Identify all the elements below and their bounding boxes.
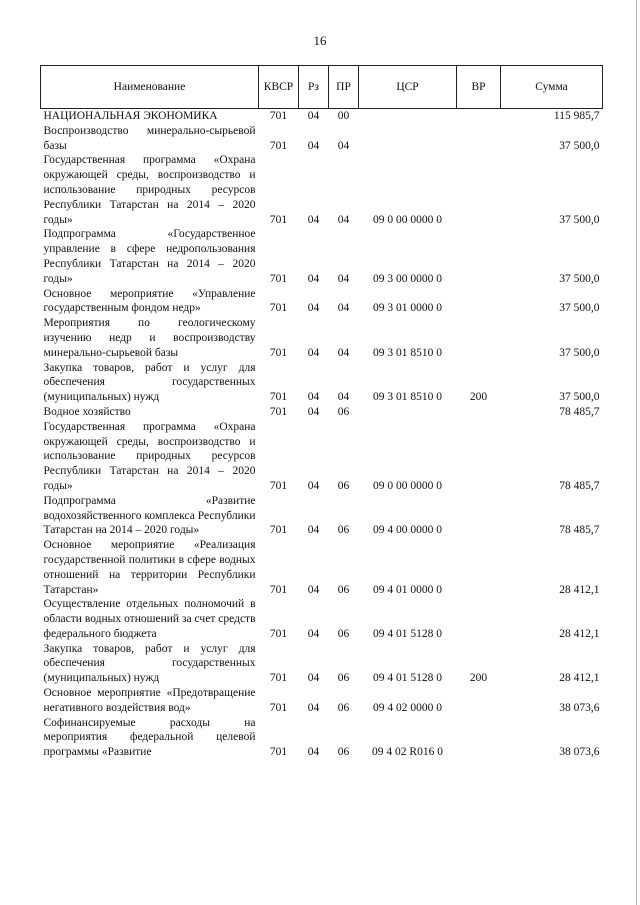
table-row [41, 405, 603, 420]
header-vr: ВР [457, 66, 501, 109]
cell-pr: 06 [337, 746, 350, 759]
table-row [41, 287, 603, 317]
cell-csr: 09 4 00 0000 0 [373, 524, 442, 537]
table-row [41, 494, 603, 538]
cell-csr: 09 3 01 8510 0 [373, 391, 442, 404]
cell-name: НАЦИОНАЛЬНАЯ ЭКОНОМИКА [41, 109, 259, 124]
page-number: 16 [313, 33, 327, 48]
table-row [41, 109, 603, 124]
cell-kvsr: 701 [269, 302, 288, 315]
cell-rz: 04 [307, 391, 320, 404]
cell-sum: 37 500,0 [559, 139, 600, 152]
cell-pr: 06 [337, 583, 350, 596]
cell-sum: 78 485,7 [559, 524, 600, 537]
cell-kvsr: 701 [269, 139, 288, 152]
cell-rz: 04 [307, 627, 320, 640]
cell-sum: 37 500,0 [559, 391, 600, 404]
cell-name: Основное мероприятие «Предотвращение негативного воздействия вод» [43, 687, 256, 714]
cell-rz: 04 [307, 302, 320, 315]
cell-kvsr: 701 [269, 405, 288, 418]
cell-csr [359, 405, 457, 420]
cell-rz: 04 [299, 109, 329, 124]
cell-kvsr: 701 [269, 627, 288, 640]
cell-csr: 09 4 01 5128 0 [373, 672, 442, 685]
cell-csr: 09 4 02 R016 0 [372, 746, 443, 759]
cell-pr: 06 [337, 479, 350, 492]
cell-vr [457, 153, 501, 227]
cell-name: Осуществление отдельных полномочий в области водных отношений за счет средств федерального бюджета [43, 598, 256, 640]
cell-pr: 06 [337, 672, 350, 685]
header-kvsr: КВСР [259, 66, 299, 109]
header-name: Наименование [41, 66, 259, 109]
scan-edge-line [636, 0, 637, 905]
cell-name: Водное хозяйство [43, 405, 131, 418]
table-row [41, 538, 603, 597]
table-row [41, 597, 603, 641]
cell-name: Мероприятия по геологическому изучению недр и воспроизводству минерально-сырьевой базы [43, 317, 256, 359]
cell-vr [457, 287, 501, 317]
cell-sum: 78 485,7 [559, 479, 600, 492]
cell-sum: 28 412,1 [559, 672, 600, 685]
cell-rz: 04 [307, 524, 320, 537]
cell-csr: 09 3 01 8510 0 [373, 346, 442, 359]
cell-name: Закупка товаров, работ и услуг для обеспечения государственных (муниципальных) нужд [43, 361, 256, 404]
cell-csr: 09 4 01 0000 0 [373, 583, 442, 596]
cell-kvsr: 701 [269, 391, 288, 404]
header-rz: Рз [299, 66, 329, 109]
cell-csr: 09 3 01 0000 0 [373, 302, 442, 315]
cell-kvsr: 701 [269, 701, 288, 714]
cell-pr: 06 [337, 405, 350, 418]
cell-rz: 04 [307, 272, 320, 285]
cell-pr: 04 [337, 139, 350, 152]
cell-rz: 04 [307, 479, 320, 492]
cell-sum: 78 485,7 [559, 405, 600, 418]
cell-kvsr: 701 [269, 524, 288, 537]
cell-kvsr: 701 [269, 746, 288, 759]
table-row [41, 316, 603, 360]
cell-vr [457, 124, 501, 154]
cell-vr [457, 316, 501, 360]
cell-name: Государственная программа «Охрана окружающей среды, воспроизводство и использование природных ресурсов Республики Татарстан на 2014 – 2020 годы» [43, 154, 256, 226]
cell-name: Основное мероприятие «Управление государственным фондом недр» [43, 287, 256, 315]
cell-csr [359, 109, 457, 124]
cell-pr: 04 [337, 302, 350, 315]
cell-sum: 28 412,1 [559, 627, 600, 640]
cell-rz: 04 [307, 405, 320, 418]
cell-name: Подпрограмма «Государственное управление в сфере недропользования Республики Татарстан на 2014 – 2020 годы» [43, 228, 256, 285]
cell-csr: 09 4 01 5128 0 [373, 627, 442, 640]
cell-kvsr: 701 [259, 109, 299, 124]
cell-sum: 28 412,1 [559, 583, 600, 596]
cell-kvsr: 701 [269, 346, 288, 359]
cell-kvsr: 701 [269, 583, 288, 596]
cell-vr [457, 597, 501, 641]
table-row [41, 642, 603, 686]
cell-name: Подпрограмма «Развитие водохозяйственного комплекса Республики Татарстан на 2014 – 2020 годы» [43, 494, 256, 537]
cell-sum: 37 500,0 [559, 213, 600, 226]
cell-rz: 04 [307, 701, 320, 714]
table-row [41, 124, 603, 154]
cell-csr: 09 0 00 0000 0 [373, 479, 442, 492]
cell-kvsr: 701 [269, 213, 288, 226]
cell-csr: 09 4 02 0000 0 [373, 701, 442, 714]
cell-sum: 37 500,0 [559, 302, 600, 315]
cell-vr [457, 494, 501, 538]
cell-pr: 06 [337, 627, 350, 640]
cell-vr: 200 [469, 672, 488, 685]
cell-kvsr: 701 [269, 272, 288, 285]
table-row [41, 361, 603, 405]
cell-name: Государственная программа «Охрана окружающей среды, воспроизводство и использование природных ресурсов Республики Татарстан на 2014 – 2020 годы» [43, 420, 256, 492]
cell-pr: 06 [337, 524, 350, 537]
cell-pr: 04 [337, 213, 350, 226]
budget-table [40, 65, 603, 760]
table-row [41, 153, 603, 227]
cell-name: Закупка товаров, работ и услуг для обеспечения государственных (муниципальных) нужд [43, 642, 256, 685]
table-row [41, 716, 603, 760]
cell-sum: 37 500,0 [559, 346, 600, 359]
table-row [41, 686, 603, 716]
cell-rz: 04 [307, 346, 320, 359]
cell-csr: 09 0 00 0000 0 [373, 213, 442, 226]
header-csr: ЦСР [359, 66, 457, 109]
cell-name: Софинансируемые расходы на мероприятия федеральной целевой программы «Развитие [43, 716, 256, 759]
cell-rz: 04 [307, 213, 320, 226]
cell-csr: 09 3 00 0000 0 [373, 272, 442, 285]
cell-pr: 04 [337, 391, 350, 404]
cell-name: Основное мероприятие «Реализация государственной политики в сфере водных отношений на территории Республики Татарстан» [43, 539, 256, 596]
cell-rz: 04 [307, 139, 320, 152]
table-body [41, 109, 603, 761]
cell-vr: 200 [469, 391, 488, 404]
cell-rz: 04 [307, 746, 320, 759]
cell-pr: 00 [329, 109, 359, 124]
cell-sum: 115 985,7 [501, 109, 603, 124]
cell-rz: 04 [307, 672, 320, 685]
table-row [41, 227, 603, 286]
cell-csr [359, 124, 457, 154]
cell-pr: 06 [337, 701, 350, 714]
cell-vr [457, 686, 501, 716]
cell-vr [457, 716, 501, 760]
cell-rz: 04 [307, 583, 320, 596]
cell-kvsr: 701 [269, 479, 288, 492]
cell-kvsr: 701 [269, 672, 288, 685]
cell-vr [457, 405, 501, 420]
cell-vr [457, 109, 501, 124]
cell-sum: 38 073,6 [559, 746, 600, 759]
cell-sum: 37 500,0 [559, 272, 600, 285]
cell-vr [457, 420, 501, 494]
table-row [41, 420, 603, 494]
table-header-row [41, 66, 603, 109]
cell-vr [457, 227, 501, 286]
header-sum: Сумма [501, 66, 603, 109]
cell-name: Воспроизводство минерально-сырьевой базы [43, 124, 256, 152]
cell-pr: 04 [337, 272, 350, 285]
header-pr: ПР [329, 66, 359, 109]
cell-vr [457, 538, 501, 597]
cell-pr: 04 [337, 346, 350, 359]
cell-sum: 38 073,6 [559, 701, 600, 714]
